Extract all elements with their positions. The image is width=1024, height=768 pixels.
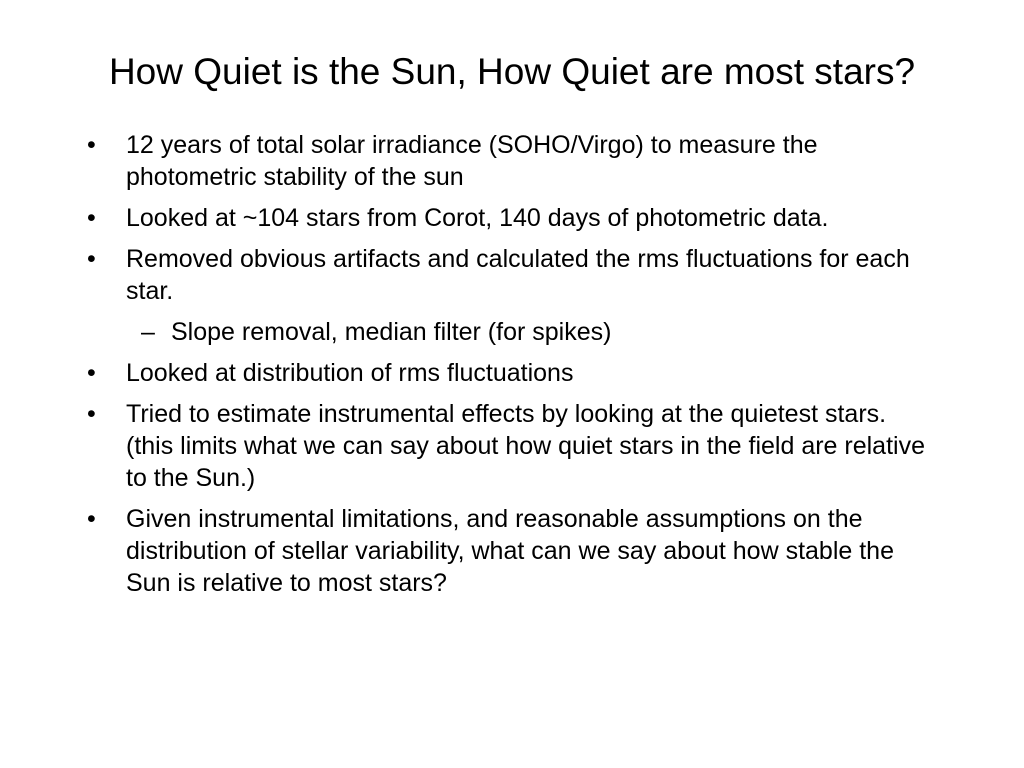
- bullet-marker: •: [87, 204, 96, 232]
- bullet-marker: •: [87, 245, 96, 273]
- sub-bullet-marker: –: [141, 318, 155, 346]
- bullet-item: [0, 129, 1024, 193]
- bullet-marker: •: [87, 359, 96, 387]
- bullet-text: 12 years of total solar irradiance (SOHO/Virgo) to measure the photometric stability of the sun: [126, 131, 818, 191]
- bullet-text: Looked at distribution of rms fluctuations: [126, 359, 574, 387]
- sub-bullet-text: Slope removal, median filter (for spikes): [171, 318, 612, 346]
- bullet-marker: •: [87, 131, 96, 159]
- bullet-list: [0, 129, 1024, 608]
- bullet-text: Looked at ~104 stars from Corot, 140 days of photometric data.: [126, 204, 829, 232]
- bullet-item: [0, 357, 1024, 389]
- bullet-text: Removed obvious artifacts and calculated the rms fluctuations for each star.: [126, 245, 910, 305]
- bullet-item: [0, 398, 1024, 494]
- bullet-item: [0, 202, 1024, 234]
- bullet-text: Tried to estimate instrumental effects by looking at the quietest stars. (this limits what we can say about how quiet stars in the field are relative to the Sun.): [126, 400, 925, 492]
- bullet-marker: •: [87, 505, 96, 533]
- slide-title: How Quiet is the Sun, How Quiet are most stars?: [108, 51, 916, 92]
- bullet-marker: •: [87, 400, 96, 428]
- bullet-item: [0, 243, 1024, 307]
- bullet-text: Given instrumental limitations, and reasonable assumptions on the distribution of stellar variability, what can we say about how stable the Sun is relative to most stars?: [126, 505, 894, 597]
- bullet-item: [0, 503, 1024, 599]
- sub-bullet-item: [0, 316, 1024, 348]
